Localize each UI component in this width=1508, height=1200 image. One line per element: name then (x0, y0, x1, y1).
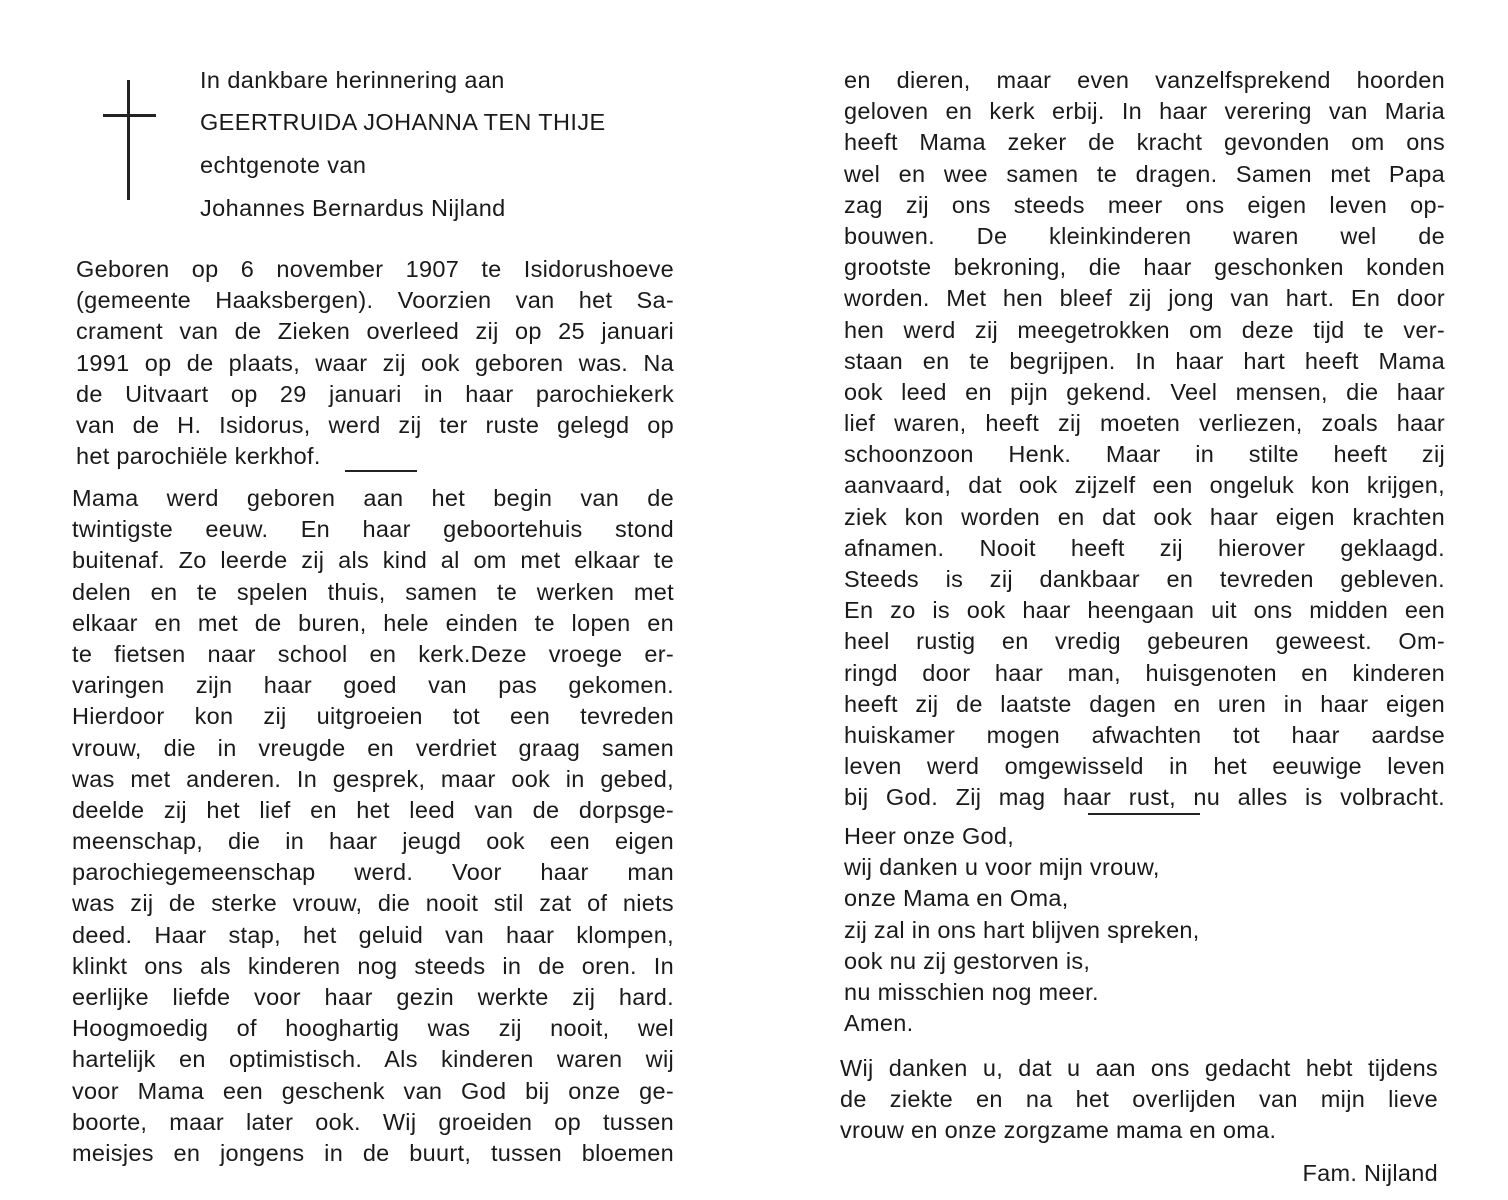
text-line: nu misschien nog meer. (844, 978, 1099, 1005)
life-story-continued (844, 65, 1445, 814)
cross-vertical (127, 80, 130, 200)
separator-line (345, 470, 417, 472)
text-line: leven werd omgewisseld in het eeuwige leven (844, 753, 1445, 780)
text-line: boorte, maar later ook. Wij groeiden op tussen (72, 1108, 674, 1135)
text-line: parochiegemeenschap werd. Voor haar man (72, 859, 674, 886)
text-line: huiskamer mogen afwachten tot haar aardse (844, 721, 1445, 748)
text-line: meenschap, die in haar jeugd ook een eigen (72, 828, 674, 855)
text-line: vrouw en onze zorgzame mama en oma. (840, 1117, 1277, 1144)
text-line: hartelijk en optimistisch. Als kinderen waren wij (72, 1046, 674, 1073)
spouse-name: Johannes Bernardus Nijland (200, 195, 506, 221)
text-line: bij God. Zij mag haar rust, nu alles is volbracht. (844, 784, 1445, 811)
text-line: Mama werd geboren aan het begin van de (72, 485, 674, 511)
text-line: de Uitvaart op 29 januari in haar parochiekerk (76, 380, 674, 407)
text-line: bouwen. De kleinkinderen waren wel de (844, 222, 1445, 249)
header-intro: In dankbare herinnering aan (200, 67, 505, 93)
life-story-paragraph (72, 483, 674, 1169)
text-line: wij danken u voor mijn vrouw, (844, 854, 1160, 881)
text-line: de ziekte en na het overlijden van mijn lieve (840, 1086, 1438, 1113)
text-line: ook leed en pijn gekend. Veel mensen, die haar (844, 378, 1445, 405)
text-line: lief waren, heeft zij moeten verliezen, zoals haar (844, 410, 1445, 437)
text-line: en dieren, maar even vanzelfsprekend hoorden (844, 67, 1445, 93)
text-line: twintigste eeuw. En haar geboortehuis stond (72, 516, 674, 543)
text-line: heeft Mama zeker de kracht gevonden om ons (844, 129, 1445, 156)
text-line: 1991 op de plaats, waar zij ook geboren was. Na (76, 349, 674, 376)
text-line: ook nu zij gestorven is, (844, 947, 1091, 974)
text-line: vrouw, die in vreugde en verdriet graag samen (72, 734, 674, 761)
text-line: En zo is ook haar heengaan uit ons midden een (844, 597, 1445, 624)
text-line: heel rustig en vredig gebeuren geweest. Om- (844, 628, 1445, 655)
text-line: Hierdoor kon zij uitgroeien tot een tevreden (72, 703, 674, 730)
text-line: geloven en kerk erbij. In haar verering van Maria (844, 98, 1445, 125)
text-line: klinkt ons als kinderen nog steeds in de oren. In (72, 952, 674, 979)
text-line: eerlijke liefde voor haar gezin werkte zij hard. (72, 984, 674, 1010)
text-line: Hoogmoedig of hooghartig was zij nooit, wel (72, 1015, 674, 1042)
text-line: elkaar en met de buren, hele einden te lopen en (72, 609, 674, 636)
text-line: deelde zij het lief en het leed van de dorpsge- (72, 796, 674, 823)
text-line: het parochiële kerkhof. (76, 443, 321, 470)
text-line: heeft zij de laatste dagen en uren in haar eigen (844, 690, 1445, 717)
prayer-poem (844, 821, 1445, 1039)
cross-horizontal (103, 114, 156, 117)
text-line: voor Mama een geschenk van God bij onze ge- (72, 1077, 674, 1104)
text-line: aanvaard, dat ook zijzelf een ongeluk kon krijgen, (844, 472, 1445, 499)
text-line: ringd door haar man, huisgenoten en kinderen (844, 659, 1445, 686)
text-line: Wij danken u, dat u aan ons gedacht hebt tijdens (840, 1055, 1438, 1081)
text-line: staan en te begrijpen. In haar hart heeft Mama (844, 347, 1445, 374)
text-line: Geboren op 6 november 1907 te Isidorushoeve (76, 256, 674, 282)
deceased-name: GEERTRUIDA JOHANNA TEN THIJE (200, 109, 606, 135)
text-line: crament van de Zieken overleed zij op 25 januari (76, 318, 674, 345)
text-line: onze Mama en Oma, (844, 885, 1069, 912)
text-line: schoonzoon Henk. Maar in stilte heeft zij (844, 441, 1445, 468)
text-line: delen en te spelen thuis, samen te werken met (72, 578, 674, 605)
text-line: Heer onze God, (844, 823, 1015, 849)
text-line: Amen. (844, 1010, 914, 1037)
text-line: was zij de sterke vrouw, die nooit stil zat of niets (72, 890, 674, 917)
text-line: varingen zijn haar goed van pas gekomen. (72, 672, 674, 699)
text-line: worden. Met hen bleef zij jong van hart. En door (844, 285, 1445, 312)
text-line: van de H. Isidorus, werd zij ter ruste gelegd op (76, 411, 674, 438)
header-spouse-intro: echtgenote van (200, 152, 367, 178)
text-line: meisjes en jongens in de buurt, tussen bloemen (72, 1139, 674, 1166)
signature: Fam. Nijland (1302, 1160, 1438, 1186)
text-line: (gemeente Haaksbergen). Voorzien van het Sa- (76, 287, 674, 314)
text-line: deed. Haar stap, het geluid van haar klompen, (72, 921, 674, 948)
text-line: hen werd zij meegetrokken om deze tijd te ver- (844, 316, 1445, 343)
text-line: was met anderen. In gesprek, maar ook in gebed, (72, 765, 674, 792)
text-line: te fietsen naar school en kerk.Deze vroege er- (72, 640, 674, 667)
text-line: wel en wee samen te dragen. Samen met Papa (844, 160, 1445, 187)
separator-line (1088, 813, 1200, 815)
text-line: grootste bekroning, die haar geschonken konden (844, 254, 1445, 281)
biography-paragraph (76, 254, 674, 472)
text-line: ziek kon worden en dat ook haar eigen krachten (844, 503, 1445, 530)
text-line: zag zij ons steeds meer ons eigen leven op- (844, 191, 1445, 218)
thanks-paragraph (840, 1053, 1438, 1147)
text-line: buitenaf. Zo leerde zij als kind al om met elkaar te (72, 547, 674, 574)
text-line: Steeds is zij dankbaar en tevreden gebleven. (844, 566, 1445, 592)
text-line: zij zal in ons hart blijven spreken, (844, 916, 1200, 943)
text-line: afnamen. Nooit heeft zij hierover geklaagd. (844, 534, 1445, 561)
